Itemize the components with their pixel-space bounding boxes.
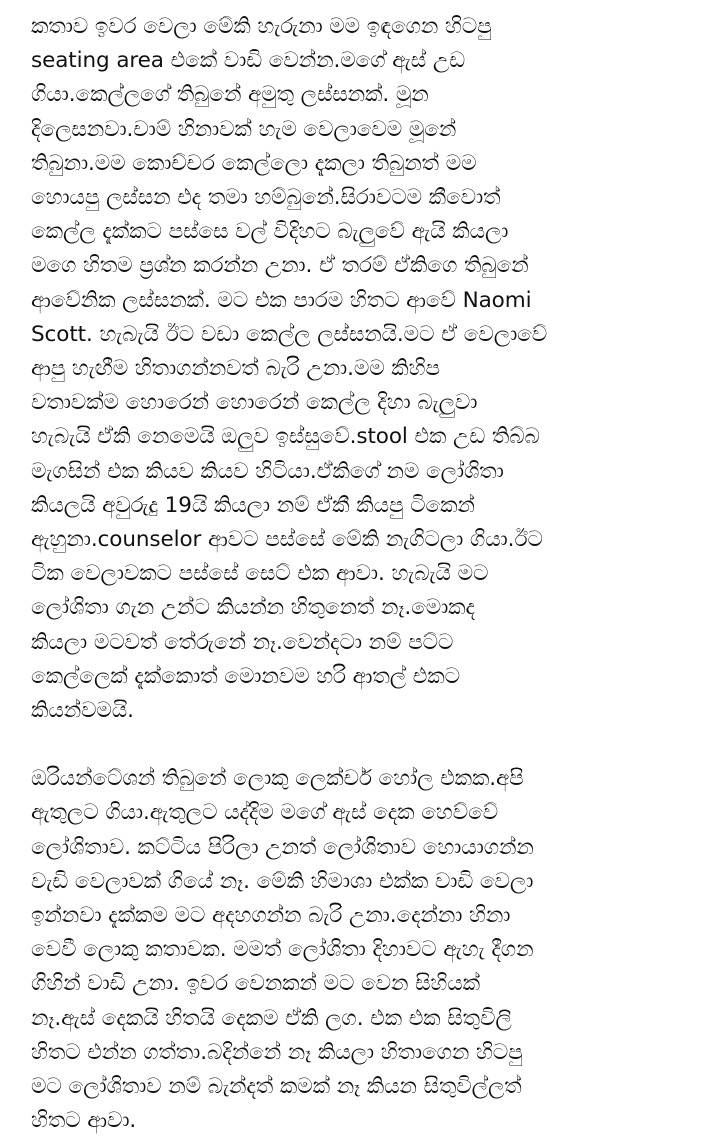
text-line: ආපු හැඟීම හිතාගන්නවත් බැරි උනා.මම කිහිප <box>31 356 440 382</box>
text-line: ලෝශිතාව. කට්ටිය පිරිලා උනත් ලෝශිතාව හොයාගන්න <box>31 834 534 860</box>
text-line: වැඩි වෙලාවක් ගියේ නෑ. මේකි හිමාශා එක්ක වාඩි වෙලා <box>31 868 534 894</box>
text-line: කතාව ඉවර වෙලා මේකි හැරුනා මම ඉඳගෙන හිටපු <box>31 14 492 39</box>
text-line: ලෝශිතා ගැන උන්ට කියන්න හිතුනෙත් නෑ.මොකද <box>31 595 475 621</box>
text-line: Scott. හැබැයි ඊට වඩා කෙල්ල ලස්සනයි.මට ඒ වෙලාවේ <box>31 321 548 347</box>
text-line: කියන්වමයි. <box>31 698 134 724</box>
text-line: කියලා මටවත් තේරුනේ නෑ.වෙන්දටා නම් පට්ට <box>31 629 454 655</box>
text-line: ගිහින් වාඩි උනා. ඉවර වෙනකන් මට වෙන සිහියක් <box>31 971 480 997</box>
text-line: කෙල්ලෙක් දැක්කොත් මොනවම හරි ආතල් එකට <box>31 663 460 689</box>
paragraph-2 <box>31 762 700 1138</box>
text-line: seating area එකේ වාඩි වෙන්න.මගේ ඇස් උඩ <box>31 48 466 74</box>
text-line: කෙල්ල දැක්කට පස්සෙ වල් විදිහට බැලුවේ ඇයි කියලා <box>31 219 509 245</box>
text-line: වෙවී ලොකු කතාවක. මමත් ලෝශිතා දිහාවට ඇහැ දීගන <box>31 937 534 963</box>
text-line: ආවේනික ලස්සනක්. මට එක පාරම හිතට ආවේ Naomi <box>31 287 532 313</box>
text-line: ගියා.කෙල්ලගේ තිබුනේ අමුතු ලස්සනක්. මූන <box>31 82 429 108</box>
text-line: නෑ.ඇස් දෙකයි හිතයි දෙකම ඒකි ලග. එක එක සිතුවිලි <box>31 1005 512 1031</box>
text-line: ඇහුනා.counselor ආවට පස්සේ මේකි නැගිටලා ගියා.ඊට <box>31 527 543 553</box>
text-line: හිතට ආවා. <box>31 1108 137 1134</box>
text-line: හැබැයි ඒකි නෙමෙයි ඔලුව ඉස්සුවේ.stool එක උඩ තිබ්බ <box>31 424 540 450</box>
text-line: හිතට එන්න ගත්තා.බදින්නේ නෑ කියලා හිතාගෙන හිටපු <box>31 1039 523 1065</box>
text-line: ඔරියන්ටේශන් තිබුනේ ලොකු ලෙක්චර් හෝල එකක.අපි <box>31 766 524 792</box>
text-line: ටික වෙලාවකට පස්සේ සෙට් එක ආවා. හැබැයි මට <box>31 561 489 587</box>
text-line: ඇතුලට ගියා.ඇතුලට යද්දිම මගේ ඇස් දෙක හෙව්වේ <box>31 800 499 826</box>
text-line: මගෙ හිතම ප්‍රශ්න කරන්න උනා. ඒ තරම් ඒකිගෙ තිබුනේ <box>31 253 529 279</box>
text-line: ඉන්නවා දැක්කම මට අදහගන්න බැරි උනා.දෙන්නා හිනා <box>31 903 511 929</box>
text-line: දිලෙසනවා.චාම් හිනාවක් හැම වෙලාවෙම මූනේ <box>31 116 457 142</box>
text-line: හොයපු ලස්සන එද තමා හම්බුනේ.සිරාවටම කීවොත් <box>31 185 501 211</box>
paragraph-1 <box>31 10 700 728</box>
text-line: තිබුනා.මම කොච්චර කෙල්ලො දැකලා තිබුනත් මම <box>31 150 477 176</box>
text-line: කියලයි අවුරුදු 19යි කියලා නම් ඒකී කියපු ටිකෙන් <box>31 492 475 518</box>
text-line: මට ලෝශිතාව නම් බැන්දත් කමක් නෑ කියන සිතුවිල්ලත් <box>31 1074 522 1100</box>
paragraph-spacer <box>31 728 700 762</box>
text-line: මැගසින් එක කියව කියව හිටියා.ඒකිගේ නම ලෝශිතා <box>31 458 504 484</box>
text-line: වතාවක්ම හොරෙන් හොරෙන් කෙල්ල දිහා බැලුවා <box>31 390 478 416</box>
